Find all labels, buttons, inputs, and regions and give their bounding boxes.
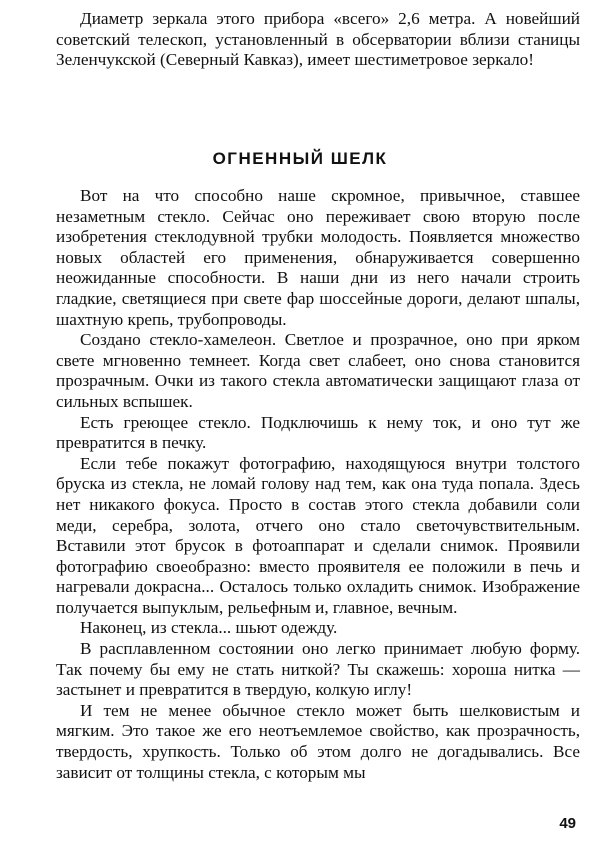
section-title: ОГНЕННЫЙ ШЕЛК: [212, 149, 388, 168]
paragraph: Вот на что способно наше скромное, привычное, ставшее незаметным стекло. Сейчас оно переживает свою вторую после изобретения стеклодувной трубки молодость. Появляется множество новых областей его применения, обнаруживается совершенно неожиданные способности. В наши дни из него начали строить гладкие, светящиеся при свете фар шоссейные дороги, делают шпалы, шахтную крепь, трубопроводы.: [56, 186, 580, 329]
paragraph: Есть греющее стекло. Подключишь к нему ток, и оно тут же превратится в печку.: [56, 412, 580, 453]
page-number: 49: [559, 815, 576, 832]
intro-paragraph: Диаметр зеркала этого прибора «всего» 2,6 метра. А новейший советский телескоп, установленный в обсерватории вблизи станицы Зеленчукской (Северный Кавказ), имеет шестиметровое зеркало!: [56, 9, 580, 70]
paragraph: Если тебе покажут фотографию, находящуюся внутри толстого бруска из стекла, не ломай голову над тем, как она туда попала. Здесь нет никакого фокуса. Просто в состав этого стекла добавили соли меди, серебра, золота, отчего оно стало светочувствительным. Вставили этот брусок в фотоаппарат и сделали снимок. Проявили фотографию своеобразно: вместо проявителя ее положили в печь и нагревали докрасна... Осталось только охладить снимок. Изображение получается выпуклым, рельефным и, главное, вечным.: [56, 453, 580, 617]
paragraph: Создано стекло-хамелеон. Светлое и прозрачное, оно при ярком свете мгновенно темнеет. Когда свет слабеет, оно снова становится прозрачным. Очки из такого стекла автоматически защищают глаза от сильных вспышек.: [56, 330, 580, 411]
paragraph: Наконец, из стекла... шьют одежду.: [80, 618, 338, 638]
paragraph: И тем не менее обычное стекло может быть шелковистым и мягким. Это такое же его неотъемлемое свойство, как прозрачность, твердость, хрупкость. Только об этом долго не догадывались. Все зависит от толщины стекла, с которым мы: [56, 700, 580, 782]
main-text: [56, 186, 580, 783]
intro-text: [56, 9, 580, 71]
paragraph: В расплавленном состоянии оно легко принимает любую форму. Так почему бы ему не стать ниткой? Ты скажешь: хороша нитка — застынет и превратится в твердую, колкую иглу!: [56, 639, 580, 700]
